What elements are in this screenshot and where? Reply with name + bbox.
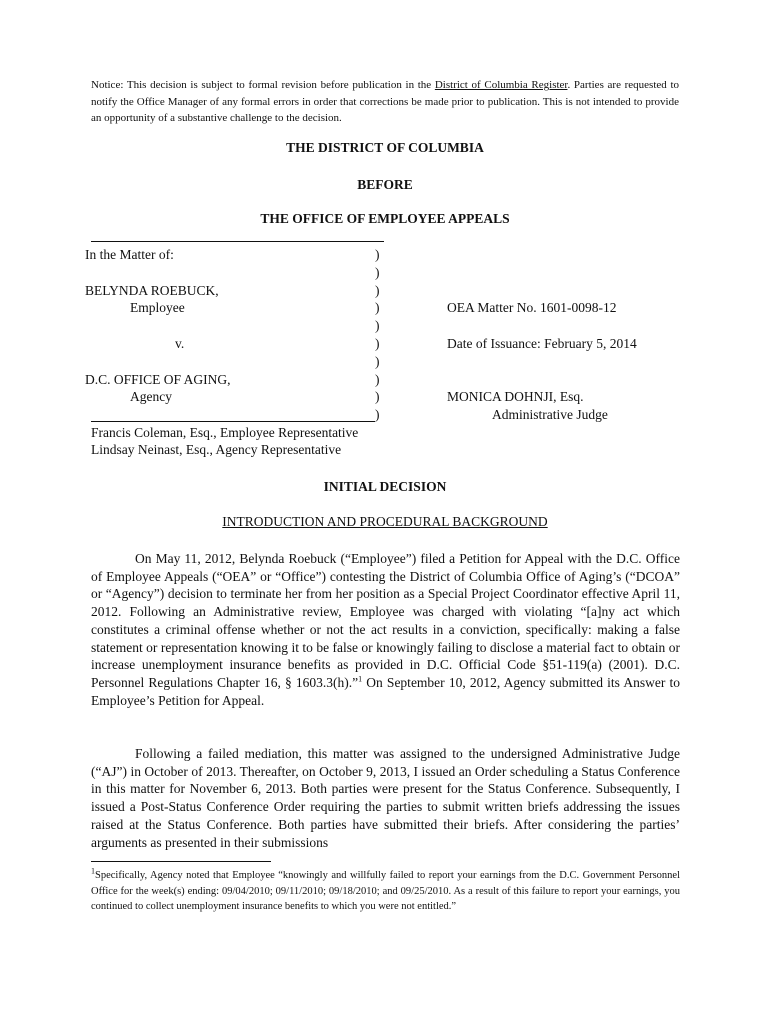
caption-versus: v.: [175, 336, 185, 351]
oea-matter-number: OEA Matter No. 1601-0098-12: [447, 300, 617, 315]
header-line-district: THE DISTRICT OF COLUMBIA: [286, 140, 484, 155]
caption-paren: ): [375, 372, 380, 387]
paragraph-1-text: On May 11, 2012, Belynda Roebuck (“Employee”) filed a Petition for Appeal with the D.C. Office of Employee Appeals (“OEA” or “Office”) contesting the District of Columbia Office of Aging’s (“DCOA” or “Agency”) decision to terminate her from her position as a Special Project Coordinator effective April 11, 2012. Following an Administrative review, Employee was charged with violating “[a]ny act which constitutes a criminal offense whether or not the act results in a conviction, specifically: making a false statement or representation knowing it to be false or knowingly failing to disclose a material fact to obtain or increase unemployment insurance benefits as provided in D.C. Official Code §51-119(a) (2001). D.C. Personnel Regulations Chapter 16, § 1603.3(h).”: [91, 551, 680, 690]
date-of-issuance: Date of Issuance: February 5, 2014: [447, 336, 637, 351]
caption-paren: ): [375, 407, 380, 422]
footnote-text: Specifically, Agency noted that Employee “knowingly and willfully failed to report your earnings from the D.C. Government Personnel Office for the week(s) ending: 09/04/2010; 09/11/2010; 09/18/2010; and 09/25/2010. As a result of this failure to report your earnings, you continued to collect unemployment insurance benefits to which you were not entitled.”: [91, 870, 680, 912]
caption-paren: ): [375, 336, 380, 351]
caption-employee-name: BELYNDA ROEBUCK,: [85, 283, 219, 298]
section-heading: [0, 514, 770, 530]
footnote: [91, 868, 680, 915]
paragraph-1-tail: On September 10, 2012, Agency submitted its Answer to Employee’s Petition for Appeal.: [91, 674, 680, 708]
header-line-before: BEFORE: [357, 177, 413, 192]
decision-title: INITIAL DECISION: [323, 479, 447, 494]
caption-top-rule: [91, 241, 384, 242]
header-line-office: THE OFFICE OF EMPLOYEE APPEALS: [260, 211, 510, 226]
section-heading-text: INTRODUCTION AND PROCEDURAL BACKGROUND: [222, 514, 548, 529]
footnote-mark: 1: [91, 866, 95, 876]
agency-representative: Lindsay Neinast, Esq., Agency Representative: [91, 442, 342, 457]
caption-paren: ): [375, 318, 380, 333]
employee-representative: Francis Coleman, Esq., Employee Representative: [91, 425, 359, 440]
caption-paren: ): [375, 354, 380, 369]
judge-name: MONICA DOHNJI, Esq.: [447, 389, 584, 404]
caption-agency-role: Agency: [130, 389, 172, 404]
footnote-reference: 1: [358, 674, 363, 684]
caption-agency-name: D.C. OFFICE OF AGING,: [85, 372, 231, 387]
notice-suffix: . Parties are requested to notify the Office Manager of any formal errors in order that corrections be made prior to publication. This is not intended to provide an opportunity of a substantive challenge to the decision.: [91, 79, 679, 124]
notice-prefix: Notice: This decision is subject to formal revision before publication in the: [91, 79, 435, 91]
publication-notice: [91, 77, 679, 127]
judge-title: Administrative Judge: [492, 407, 608, 422]
footnote-rule: [91, 861, 271, 862]
caption-bottom-rule: [91, 421, 375, 422]
caption-paren: ): [375, 300, 380, 315]
caption-employee-role: Employee: [130, 300, 185, 315]
caption-in-matter: In the Matter of:: [85, 247, 174, 262]
caption-paren: ): [375, 283, 380, 298]
paragraph-2: [91, 745, 680, 851]
paragraph-2-text: Following a failed mediation, this matter was assigned to the undersigned Administrative Judge (“AJ”) in October of 2013. Thereafter, on October 9, 2013, I issued an Order scheduling a Status Conference in this matter for November 6, 2013. Both parties were present for the Status Conference. Subsequently, I issued a Post-Status Conference Order requiring the parties to submit written briefs addressing the issues raised at the Status Conference. Both parties have submitted their briefs. After considering the parties’ arguments as presented in their submissions: [91, 746, 680, 850]
caption-paren: ): [375, 247, 380, 262]
paragraph-1: [91, 550, 680, 709]
notice-register-name: District of Columbia Register: [434, 79, 568, 91]
caption-paren: ): [375, 389, 380, 404]
caption-paren: ): [375, 265, 380, 280]
